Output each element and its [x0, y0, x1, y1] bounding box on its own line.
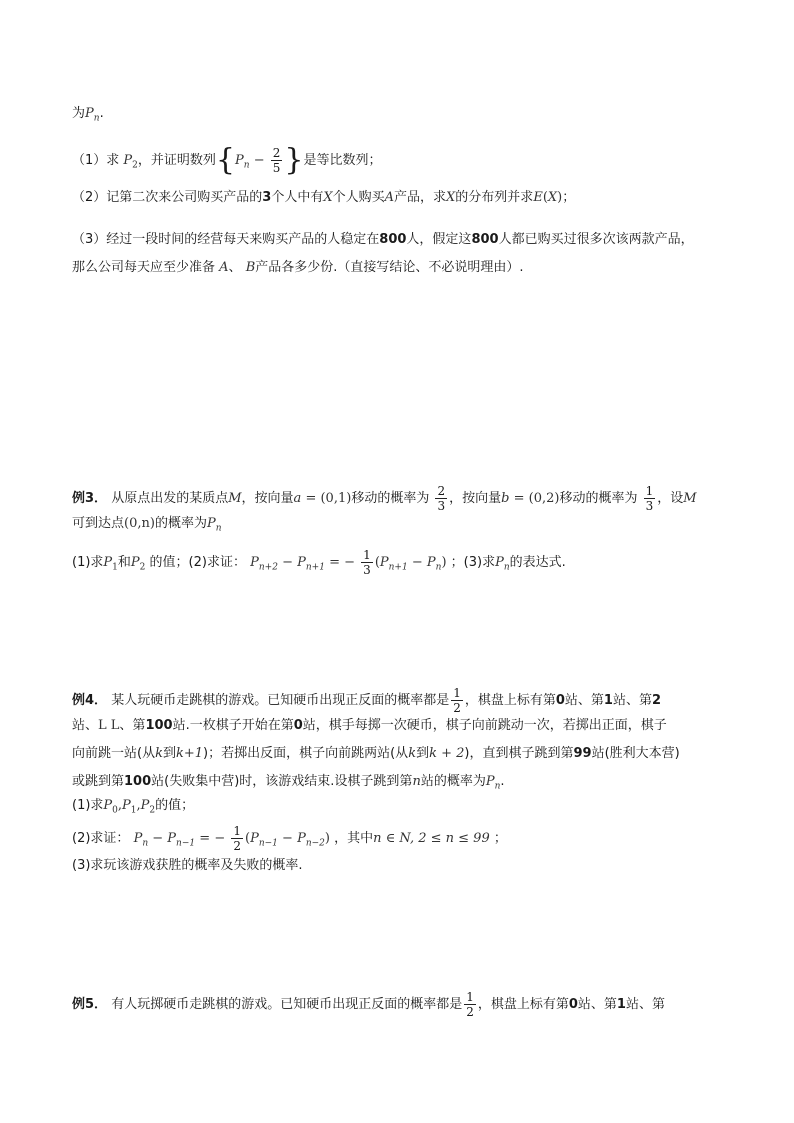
- math-minus: −: [282, 555, 293, 570]
- example-label: 例4．: [72, 693, 108, 708]
- text: 的值；(2)求证：: [149, 555, 246, 570]
- math-eq: =: [513, 491, 525, 506]
- math-B: B: [245, 260, 256, 275]
- example-4-line-4: [72, 772, 505, 797]
- number-3: 3: [262, 190, 272, 205]
- denominator: 2: [466, 1005, 474, 1019]
- math-sub-n: n: [494, 781, 501, 792]
- text: 的表达式.: [509, 555, 566, 570]
- text: 到: [416, 746, 430, 761]
- math-P: P: [495, 555, 504, 570]
- number: 0: [568, 997, 578, 1012]
- numerator: 2: [272, 146, 281, 160]
- math-sub: n: [435, 562, 442, 573]
- text: 站、: [72, 718, 99, 733]
- math-sub-n: n: [142, 838, 149, 849]
- denominator: 3: [645, 499, 654, 513]
- math-sub-1: 1: [112, 562, 118, 573]
- text: 为: [72, 106, 86, 121]
- numerator: 1: [645, 484, 654, 498]
- math-minus: −: [253, 153, 265, 168]
- text-line-1: [72, 104, 104, 129]
- text: 移动的概率为: [351, 491, 430, 506]
- math-k2: k + 2: [429, 746, 465, 761]
- math-sub-n: n: [243, 160, 250, 171]
- fraction-1-2: [231, 824, 243, 853]
- text: ，其中: [334, 831, 374, 846]
- text: （1）求: [72, 153, 120, 168]
- number: 99: [573, 746, 592, 761]
- math-k: k: [408, 746, 417, 761]
- math-eq: =: [305, 491, 317, 506]
- text: 站、第: [564, 693, 604, 708]
- example-3-line-2: [72, 514, 222, 539]
- example-4-line-7: [72, 856, 303, 876]
- text: 到: [162, 746, 176, 761]
- math-k1: k+1: [175, 746, 204, 761]
- math-sub-2: 2: [132, 160, 138, 171]
- math-paren: ): [324, 831, 330, 846]
- text: （2）记第二次来公司购买产品的: [72, 190, 263, 205]
- text: 站(失败集中营)时，该游戏结束.设棋子跳到第: [151, 774, 413, 789]
- text: 或跳到第: [72, 774, 125, 789]
- math-P: P: [235, 153, 244, 168]
- text: 站、第: [625, 997, 665, 1012]
- denominator: 2: [453, 701, 461, 715]
- example-3-line-3: [72, 548, 566, 578]
- math-eq: =: [329, 555, 340, 570]
- number: 0: [555, 693, 565, 708]
- example-5-line-1: [72, 990, 665, 1019]
- text: (3)求玩该游戏获胜的概率及失败的概率.: [72, 858, 303, 873]
- math-paren: ): [557, 190, 563, 205]
- math-dots: L L: [98, 718, 120, 733]
- example-4-line-6: [72, 824, 507, 854]
- math-minus: −: [344, 555, 360, 570]
- text: 、: [228, 260, 242, 275]
- text: 是等比数列；: [303, 153, 382, 168]
- math-sub: 1: [130, 805, 137, 816]
- text: 的概率为: [154, 516, 207, 531]
- text: (1)求: [72, 555, 104, 570]
- text: ，棋盘上标有第: [477, 997, 569, 1012]
- text: （3）经过一段时间的经营每天来购买产品的人稳定在: [72, 232, 380, 247]
- text: 站(胜利大本营): [591, 746, 680, 761]
- text: 人，假定这: [406, 232, 472, 247]
- math-sub: n−1: [258, 838, 278, 849]
- left-brace-icon: {: [215, 142, 236, 178]
- number: 1: [616, 997, 626, 1012]
- text-line-2: [72, 142, 382, 178]
- math-P: P: [130, 555, 140, 570]
- math-P: P: [85, 106, 94, 121]
- math-X: X: [446, 190, 456, 205]
- math-paren: (: [542, 190, 548, 205]
- text: 有人玩掷硬币走跳棋的游戏。已知硬币出现正反面的概率都是: [111, 997, 463, 1012]
- math-minus: −: [152, 831, 164, 846]
- text: 向前跳一站(从: [72, 746, 156, 761]
- math-condition: n ∈ N, 2 ≤ n ≤ 99: [373, 831, 490, 846]
- math-P: P: [250, 555, 259, 570]
- text: ；: [562, 190, 576, 205]
- text-line-4: [72, 230, 694, 250]
- text-line-5: [72, 258, 524, 278]
- math-paren: ): [441, 555, 447, 570]
- fraction-2-3: [435, 484, 447, 513]
- math-sub-n: n: [215, 523, 222, 534]
- math-P: P: [123, 153, 133, 168]
- numerator: 1: [466, 990, 474, 1004]
- math-P: P: [297, 555, 306, 570]
- text: )；若掷出反面，棋子向前跳两站(从: [203, 746, 409, 761]
- math-P: P: [167, 831, 177, 846]
- denominator: 3: [363, 563, 371, 577]
- math-point: (0,n): [124, 516, 155, 531]
- text: .: [500, 774, 505, 789]
- math-P: P: [122, 798, 131, 813]
- text: 某人玩硬币走跳棋的游戏。已知硬币出现正反面的概率都是: [111, 693, 450, 708]
- numerator: 1: [453, 686, 461, 700]
- math-sub: n−1: [176, 838, 196, 849]
- math-sub-2: 2: [139, 562, 146, 573]
- text: 移动的概率为: [559, 491, 638, 506]
- math-sub: n−2: [305, 838, 325, 849]
- math-P: P: [250, 831, 259, 846]
- text: ，按向量: [449, 491, 502, 506]
- math-sub-n: n: [93, 113, 100, 124]
- text: (1)求: [72, 798, 104, 813]
- math-P: P: [206, 516, 216, 531]
- text: ；(3)求: [450, 555, 496, 570]
- math-P: P: [140, 798, 150, 813]
- example-4-line-5: [72, 796, 194, 821]
- math-P: P: [426, 555, 436, 570]
- text: )，直到棋子跳到第: [464, 746, 574, 761]
- math-P: P: [379, 555, 389, 570]
- text: 个人购买: [332, 190, 385, 205]
- example-label: 例3．: [72, 491, 108, 506]
- right-brace-icon: }: [284, 142, 304, 178]
- text: 、第: [119, 718, 146, 733]
- fraction-2-5: [271, 146, 283, 175]
- math-minus: −: [214, 831, 230, 846]
- math-P: P: [103, 555, 113, 570]
- math-minus: −: [411, 555, 423, 570]
- math-P: P: [485, 774, 495, 789]
- text: 人都已购买过很多次该两款产品，: [498, 232, 694, 247]
- number-800: 800: [379, 232, 407, 247]
- number: 100: [124, 774, 152, 789]
- math-vector-b: b: [501, 491, 510, 506]
- number: 100: [145, 718, 173, 733]
- math-comma: ,: [136, 798, 141, 813]
- text: 那么公司每天应至少准备: [72, 260, 216, 275]
- text: 个人中有: [271, 190, 324, 205]
- math-comma: ,: [117, 798, 123, 813]
- math-minus: −: [282, 831, 293, 846]
- numerator: 1: [233, 824, 241, 838]
- math-vector: (0,1): [320, 491, 352, 506]
- text: ，按向量: [241, 491, 294, 506]
- math-sub: 2: [149, 805, 156, 816]
- text: 的值；: [155, 798, 195, 813]
- text: 站，棋手每掷一次硬币，棋子向前跳动一次，若掷出正面，棋子: [302, 718, 667, 733]
- fraction-1-3: [644, 484, 656, 513]
- denominator: 3: [437, 499, 446, 513]
- text: ，并证明数列: [137, 153, 216, 168]
- math-sub: n+1: [388, 562, 408, 573]
- numerator: 2: [437, 484, 446, 498]
- math-X: X: [547, 190, 558, 205]
- text: 站、第: [612, 693, 652, 708]
- text: 可到达点: [72, 516, 125, 531]
- text: ，设: [657, 491, 684, 506]
- math-P: P: [297, 831, 306, 846]
- fraction-1-2: [451, 686, 463, 715]
- number: 1: [603, 693, 613, 708]
- math-sub-n: n: [503, 562, 510, 573]
- text: ；: [493, 831, 507, 846]
- text: 产品，求: [394, 190, 447, 205]
- text: 的分布列并求: [455, 190, 534, 205]
- math-P: P: [133, 831, 143, 846]
- text: 从原点出发的某质点: [111, 491, 229, 506]
- example-4-line-3: [72, 744, 680, 764]
- math-sub: n+2: [258, 562, 278, 573]
- math-eq: =: [199, 831, 211, 846]
- math-X: X: [323, 190, 333, 205]
- math-P: P: [103, 798, 113, 813]
- numerator: 1: [363, 548, 371, 562]
- text: ，棋盘上标有第: [464, 693, 556, 708]
- math-E: E: [533, 190, 543, 205]
- denominator: 2: [233, 839, 241, 853]
- number: 0: [293, 718, 303, 733]
- denominator: 5: [272, 161, 281, 175]
- text: 站、第: [577, 997, 617, 1012]
- example-3-line-1: [72, 484, 697, 513]
- math-M: M: [228, 491, 242, 506]
- math-A: A: [219, 260, 229, 275]
- example-label: 例5．: [72, 997, 108, 1012]
- math-paren: (: [374, 555, 380, 570]
- math-paren: (: [244, 831, 251, 846]
- text: 和: [117, 555, 131, 570]
- text: 站的概率为: [420, 774, 486, 789]
- text: .: [99, 106, 104, 121]
- fraction-1-2: [464, 990, 476, 1019]
- math-M: M: [683, 491, 697, 506]
- example-4-line-1: [72, 686, 661, 715]
- text: 站.一枚棋子开始在第: [172, 718, 294, 733]
- math-A: A: [384, 190, 395, 205]
- math-sub: 0: [112, 805, 118, 816]
- math-vector-a: a: [293, 491, 302, 506]
- text: 产品各多少份.（直接写结论、不必说明理由）.: [255, 260, 524, 275]
- number-800: 800: [471, 232, 499, 247]
- math-n: n: [412, 774, 421, 789]
- text: (2)求证：: [72, 831, 130, 846]
- example-4-line-2: [72, 716, 667, 736]
- fraction-1-3: [361, 548, 373, 577]
- math-k: k: [155, 746, 163, 761]
- math-vector: (0,2): [528, 491, 560, 506]
- number: 2: [651, 693, 662, 708]
- text-line-3: [72, 188, 575, 208]
- math-sub: n+1: [305, 562, 325, 573]
